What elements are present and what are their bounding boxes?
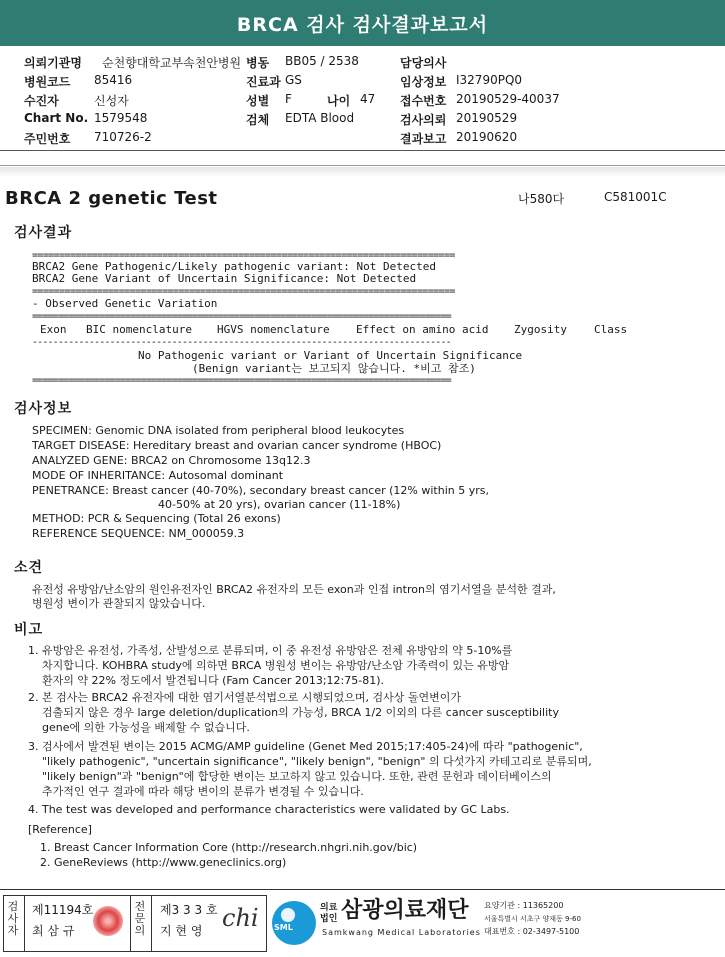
tester-name: 최 삼 규 [32,924,75,938]
footer-divider-3 [151,895,152,951]
label-test-request: 검사의뢰 [400,113,447,127]
opinion-line-1: 유전성 유방암/난소암의 원인유전자인 BRCA2 유전자의 모든 exon과 인접 intron의 염기서열을 분석한 결과, [32,583,556,596]
results-eq-line-2: ============================================================================== [32,286,455,297]
value-chart-no: 1579548 [94,111,148,125]
value-requesting-institution: 순천향대학교부속천안병원 [102,56,242,70]
results-eq-line-1: ============================================================================== [32,250,455,261]
value-clinical-info: I32790PQ0 [456,73,523,87]
penetrance-line-2: 40-50% at 20 yrs), ovarian cancer (11-18%) [158,498,401,511]
results-eq-line-3: ================================================================================= [32,311,451,322]
remark-2-line-2: 검출되지 않은 경우 large deletion/duplication의 가능성, BRCA 1/2 이외의 다른 cancer susceptibility [42,706,559,719]
col-zygosity: Zygosity [514,323,567,336]
remark-2-line-1: 2. 본 검사는 BRCA2 유전자에 대한 염기서열분석법으로 시행되었으며, 검사상 돌연변이가 [28,691,461,704]
org-type-2: 법인 [320,914,338,924]
value-receipt-number: 20190529-40037 [456,92,560,106]
remark-1-line-1: 1. 유방암은 유전성, 가족성, 산발성으로 분류되며, 이 중 유전성 유방암은 전체 유방암의 약 5-10%를 [28,644,513,657]
col-class: Class [594,323,628,336]
remark-4: 4. The test was developed and performance characteristics were validated by GC Labs. [28,803,510,816]
org-english-name: Samkwang Medical Laboratories [322,928,481,937]
reference-heading: [Reference] [28,823,92,836]
remark-3-line-1: 3. 검사에서 발견된 변이는 2015 ACMG/AMP guideline (Genet Med 2015;17:405-24)에 따라 "pathogenic", [28,740,583,753]
inheritance-line: MODE OF INHERITANCE: Autosomal dominant [32,469,284,482]
method-line: METHOD: PCR & Sequencing (Total 26 exons) [32,512,281,525]
observed-variation: - Observed Genetic Variation [32,297,218,310]
info-divider [0,150,725,151]
value-department: GS [285,73,302,87]
value-ward: BB05 / 2538 [285,54,359,68]
specimen-line: SPECIMEN: Genomic DNA isolated from peripheral blood leukocytes [32,424,405,437]
specialist-vertical-label: 전문의 [134,900,146,937]
page-break-shade [0,167,725,177]
penetrance-line-1: PENETRANCE: Breast cancer (40-70%), secondary breast cancer (12% within 5 yrs, [32,484,489,497]
page-break-line [0,165,725,166]
sml-logo-text: SML [274,923,293,932]
col-hgvs: HGVS nomenclature [217,323,330,336]
col-effect: Effect on amino acid [356,323,489,336]
org-name: 삼광의료재단 [341,898,469,923]
analyzed-gene-line: ANALYZED GENE: BRCA2 on Chromosome 13q12.3 [32,454,311,467]
label-clinical-info: 임상정보 [400,75,447,89]
no-variant-line-1: No Pathogenic variant or Variant of Uncertain Significance [138,349,523,362]
specialist-name: 지 현 영 [160,924,203,938]
label-age: 나이 [327,94,351,108]
col-bic: BIC nomenclature [86,323,192,336]
value-hospital-code: 85416 [94,73,133,87]
label-patient: 수진자 [24,94,59,108]
remark-1-line-3: 환자의 약 22% 정도에서 발견됩니다 (Fam Cancer 2013;12:75-81). [42,674,385,687]
value-age: 47 [360,92,376,106]
results-dash-line: --------------------------------------------------------------------------------- [32,337,451,348]
footer-divider-1 [24,895,25,951]
test-code-1: 나580다 [518,192,565,206]
label-requesting-institution: 의뢰기관명 [24,56,82,70]
results-eq-line-4: ================================================================================= [32,375,451,386]
reference-2: 2. GeneReviews (http://www.geneclinics.org) [40,856,287,869]
value-specimen: EDTA Blood [285,111,355,125]
results-line-1: BRCA2 Gene Pathogenic/Likely pathogenic variant: Not Detected [32,260,436,273]
opinion-heading: 소견 [14,560,44,576]
value-patient: 신성자 [94,94,129,108]
value-resident-number: 710726-2 [94,130,152,144]
col-exon: Exon [40,323,67,336]
label-ward: 병동 [246,56,270,70]
test-code-2: C581001C [604,190,667,204]
info-row-3 [24,92,714,111]
specialist-license: 제3 3 3 호 [160,903,218,917]
remark-3-line-3: "likely benign"과 "benign"에 합당한 변이는 보고하지 않고 있습니다. 또한, 관련 문헌과 데이터베이스의 [42,770,552,783]
remark-3-line-4: 추가적인 연구 결과에 따라 해당 변이의 분류가 변경될 수 있습니다. [42,785,364,798]
reference-sequence-line: REFERENCE SEQUENCE: NM_000059.3 [32,527,245,540]
report-title: BRCA 검사 검사결과보고서 [0,0,725,46]
reference-1: 1. Breast Cancer Information Core (http://research.nhgri.nih.gov/bic) [40,841,418,854]
remark-3-line-2: "likely pathogenic", "uncertain significance", "likely benign", "benign" 의 다섯가지 카테고리로 분류되며, [42,755,592,768]
opinion-line-2: 병원성 변이가 관찰되지 않았습니다. [32,597,206,610]
label-hospital-code: 병원코드 [24,75,71,89]
target-disease-line: TARGET DISEASE: Hereditary breast and ovarian cancer syndrome (HBOC) [32,439,442,452]
no-variant-line-2: (Benign variant는 보고되지 않습니다. *비고 참조) [192,362,476,375]
info-row-2 [24,73,714,92]
contact-line-2: 서울특별시 서초구 양재동 9-60 [484,915,581,923]
label-resident-number: 주민번호 [24,132,71,146]
remarks-heading: 비고 [14,622,44,638]
footer-divider-2 [130,895,131,951]
info-row-4 [24,111,714,130]
results-heading: 검사결과 [14,225,73,241]
signature: chi [222,904,259,932]
tester-license: 제11194호 [32,903,94,917]
results-line-2: BRCA2 Gene Variant of Uncertain Significance: Not Detected [32,272,417,285]
patient-info [24,54,714,149]
remark-1-line-2: 차지합니다. KOHBRA study에 의하면 BRCA 병원성 변이는 유방암/난소암 가족력이 있는 유방암 [42,659,510,672]
label-receipt-number: 접수번호 [400,94,447,108]
label-department: 진료과 [246,75,281,89]
value-sex: F [285,92,292,106]
value-test-request: 20190529 [456,111,518,125]
org-type-1: 의료 [320,903,338,913]
value-result-report: 20190620 [456,130,518,144]
contact-line-3: 대표번호 : 02-3497-5100 [484,927,580,936]
label-physician: 담당의사 [400,56,447,70]
info-row-5 [24,130,714,149]
label-specimen: 검체 [246,113,270,127]
test-title: BRCA 2 genetic Test [5,188,218,209]
test-info-heading: 검사정보 [14,401,73,417]
remark-2-line-3: gene에 의한 가능성을 배제할 수 없습니다. [42,721,250,734]
tester-seal [93,906,123,936]
contact-line-1: 요양기관 : 11365200 [484,901,564,910]
label-result-report: 결과보고 [400,132,447,146]
tester-vertical-label: 검사자 [7,900,19,937]
label-chart-no: Chart No. [24,111,89,125]
label-sex: 성별 [246,94,270,108]
footer [0,889,725,957]
info-row-1 [24,54,714,73]
